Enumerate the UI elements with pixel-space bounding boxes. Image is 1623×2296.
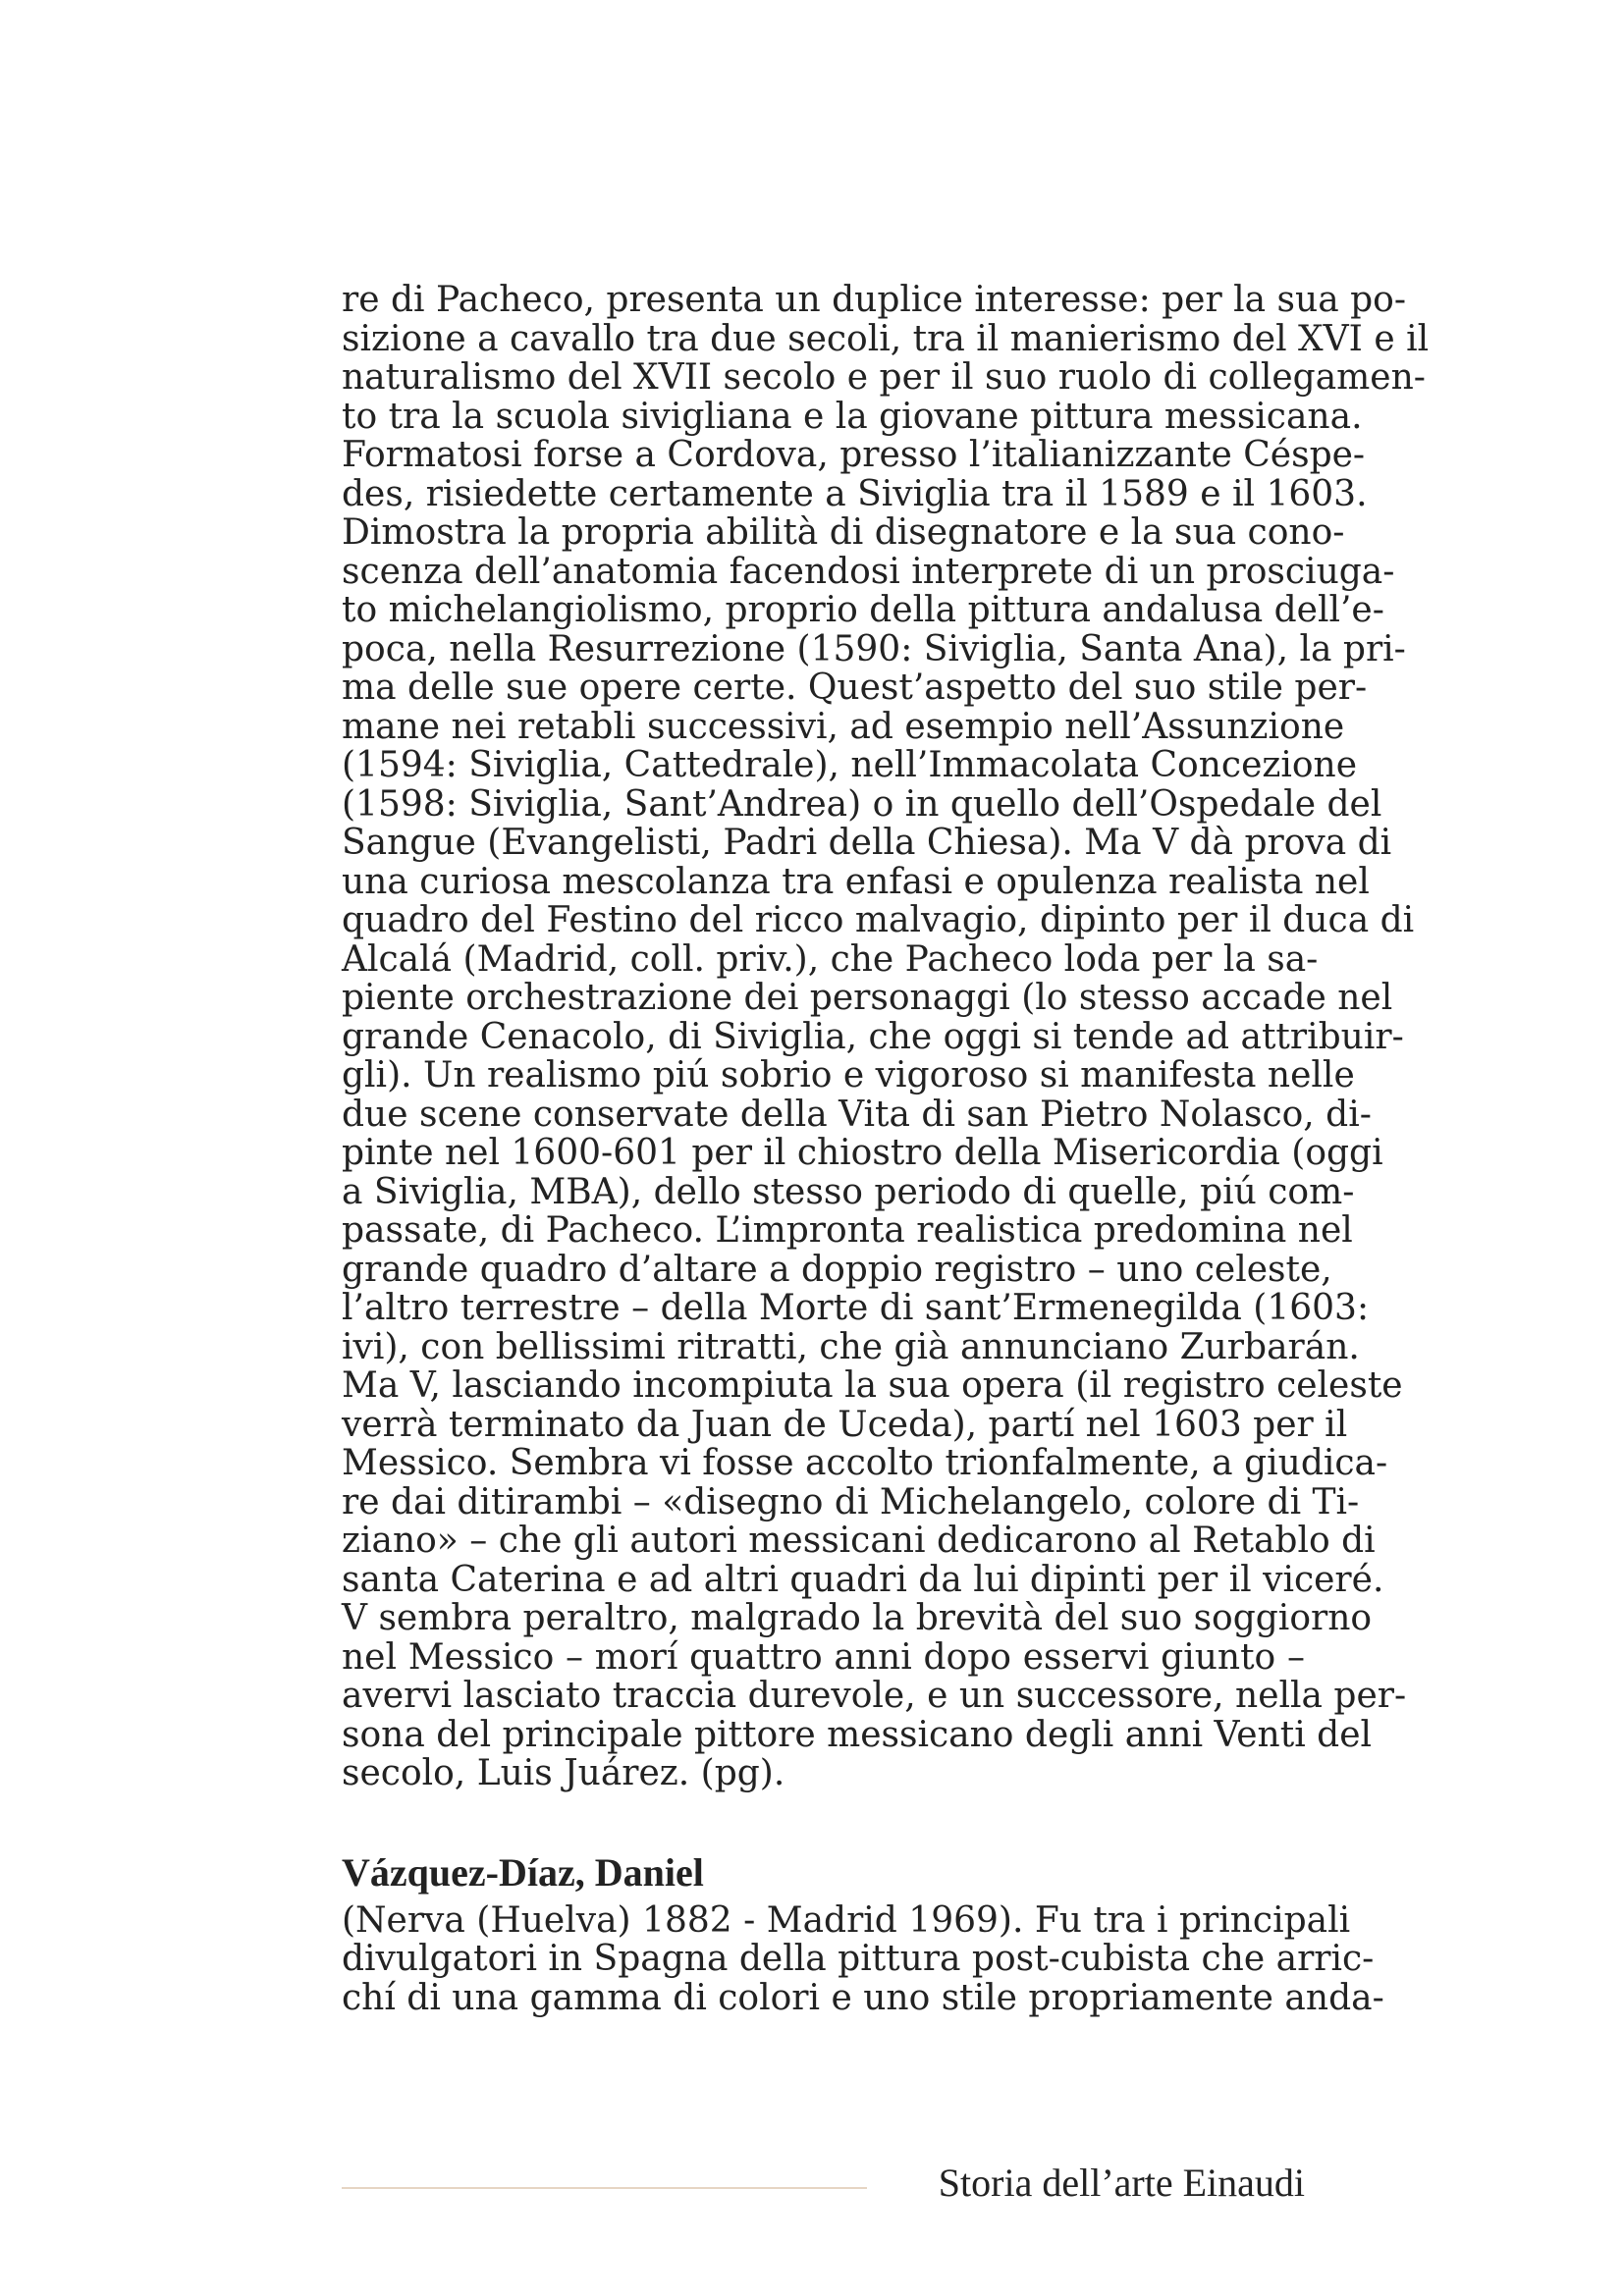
text-line: pinte nel 1600-601 per il chiostro della Misericordia (oggi <box>342 1133 1383 1173</box>
text-line: Ma V, lasciando incompiuta la sua opera (il registro celeste <box>342 1365 1403 1406</box>
text-line: re dai ditirambi – «disegno di Michelangelo, colore di Ti- <box>342 1481 1360 1522</box>
text-line: Dimostra la propria abilità di disegnatore e la sua cono- <box>342 512 1345 553</box>
text-line: divulgatori in Spagna della pittura post-cubista che arric- <box>342 1939 1375 1979</box>
entry-paragraph <box>342 1899 1384 2018</box>
text-line: sona del principale pittore messicano degli anni Venti del <box>342 1714 1373 1755</box>
entry-vazquez-diaz <box>342 1849 1384 2018</box>
text-line: poca, nella Resurrezione (1590: Siviglia, Santa Ana), la pri- <box>342 628 1406 669</box>
text-line: (Nerva (Huelva) 1882 - Madrid 1969). Fu tra i principali <box>342 1899 1351 1941</box>
text-line: des, risiedette certamente a Siviglia tra il 1589 e il 1603. <box>342 473 1368 514</box>
entry-title: Vázquez-Díaz, Daniel <box>342 1849 704 1895</box>
text-line: grande quadro d’altare a doppio registro – uno celeste, <box>342 1249 1332 1290</box>
text-line: to michelangiolismo, proprio della pittura andalusa dell’e- <box>342 590 1384 630</box>
text-line: piente orchestrazione dei personaggi (lo stesso accade nel <box>342 978 1393 1018</box>
text-line: avervi lasciato traccia durevole, e un successore, nella per- <box>342 1676 1407 1716</box>
text-line: chí di una gamma di colori e uno stile propriamente anda- <box>342 1977 1384 2018</box>
footer-label: Storia dell’arte Einaudi <box>938 2161 1305 2205</box>
text-line: santa Caterina e ad altri quadri da lui dipinti per il viceré. <box>342 1559 1384 1600</box>
text-line: scenza dell’anatomia facendosi interprete di un prosciuga- <box>342 551 1395 592</box>
text-line: (1594: Siviglia, Cattedrale), nell’Immacolata Concezione <box>342 745 1358 785</box>
text-line: grande Cenacolo, di Siviglia, che oggi si tende ad attribuir- <box>342 1016 1404 1057</box>
text-line: V sembra peraltro, malgrado la brevità del suo soggiorno <box>342 1598 1373 1638</box>
text-line: ivi), con bellissimi ritratti, che già annunciano Zurbarán. <box>342 1326 1360 1367</box>
body-paragraph <box>342 280 1430 1793</box>
text-line: ziano» – che gli autori messicani dedicarono al Retablo di <box>342 1521 1376 1561</box>
text-line: una curiosa mescolanza tra enfasi e opulenza realista nel <box>342 861 1370 902</box>
text-line: Sangue (Evangelisti, Padri della Chiesa). Ma V dà prova di <box>342 823 1392 863</box>
text-line: l’altro terrestre – della Morte di sant’Ermenegilda (1603: <box>342 1288 1370 1328</box>
text-line: nel Messico – morí quattro anni dopo esservi giunto – <box>342 1636 1305 1678</box>
text-line: quadro del Festino del ricco malvagio, dipinto per il duca di <box>342 900 1415 940</box>
text-line: to tra la scuola sivigliana e la giovane pittura messicana. <box>342 396 1363 437</box>
text-line: naturalismo del XVII secolo e per il suo ruolo di collegamen- <box>342 357 1426 398</box>
text-line: sizione a cavallo tra due secoli, tra il manierismo del XVI e il <box>342 318 1430 359</box>
text-line: due scene conservate della Vita di san Pietro Nolasco, di- <box>342 1094 1372 1135</box>
page-footer <box>342 2160 1305 2209</box>
text-line: ma delle sue opere certe. Quest’aspetto del suo stile per- <box>342 667 1368 708</box>
text-line: a Siviglia, MBA), dello stesso periodo di quelle, piú com- <box>342 1171 1355 1212</box>
text-line: Formatosi forse a Cordova, presso l’italianizzante Céspe- <box>342 435 1366 475</box>
footer-rule <box>342 2187 867 2189</box>
text-line: passate, di Pacheco. L’impronta realistica predomina nel <box>342 1210 1353 1251</box>
text-line: secolo, Luis Juárez. (pg). <box>342 1753 785 1793</box>
text-line: mane nei retabli successivi, ad esempio nell’Assunzione <box>342 706 1345 747</box>
text-line: verrà terminato da Juan de Uceda), partí nel 1603 per il <box>342 1404 1348 1445</box>
text-line: Messico. Sembra vi fosse accolto trionfalmente, a giudica- <box>342 1443 1388 1483</box>
text-line: Alcalá (Madrid, coll. priv.), che Pacheco loda per la sa- <box>342 938 1319 980</box>
text-column <box>342 280 1430 2018</box>
text-line: (1598: Siviglia, Sant’Andrea) o in quello dell’Ospedale del <box>342 783 1382 825</box>
text-line: re di Pacheco, presenta un duplice interesse: per la sua po- <box>342 280 1407 320</box>
text-line: gli). Un realismo piú sobrio e vigoroso si manifesta nelle <box>342 1055 1355 1095</box>
